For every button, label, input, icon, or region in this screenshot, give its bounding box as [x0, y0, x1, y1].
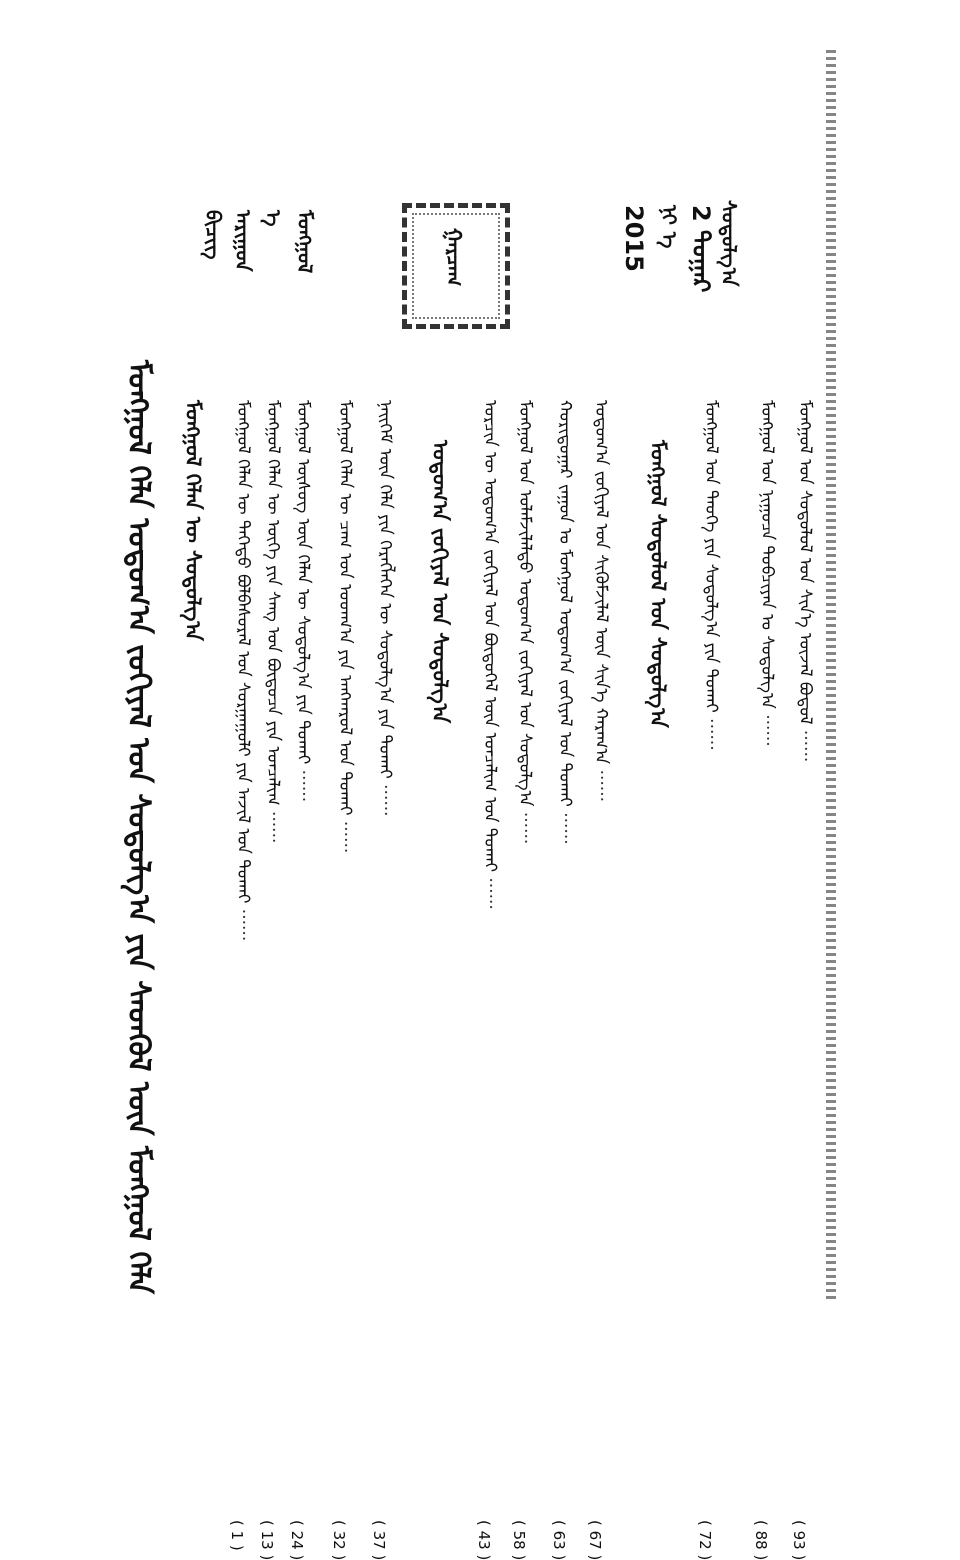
toc-entry[interactable]	[228, 400, 258, 1551]
meta-line-3: ᠠᠷᠢᠭᠤᠨ	[231, 210, 255, 272]
leader-dots: ······	[757, 708, 777, 747]
leader-dots: ······	[480, 871, 500, 910]
toc-entry-text: ᠮᠣᠩᠭᠣᠯ ᠬᠡᠯᠡᠨ ᠦ ᠳᠡᠭᠡᠳᠦ ᠪᠣᠯᠪᠠᠰᠤᠷᠠᠯ ᠤᠨ ᠰᠤᠷᠭᠠᠭᠤᠯᠢ ᠶᠢᠨ ᠠᠵᠢᠯ ᠤᠨ ᠲᠤᠬᠠᠢ	[233, 400, 253, 904]
section-title: ᠤᠲᠤᠬ᠎ᠠ ᠵᠣᠬᠢᠶᠠᠯ ᠤᠨ ᠰᠤᠳᠤᠯᠭ᠎ᠠ	[428, 440, 453, 724]
toc-entry[interactable]	[752, 400, 782, 1560]
toc-entry[interactable]	[550, 400, 580, 1560]
toc-entry-text: ᠮᠣᠩᠭᠣᠯ ᠦᠰᠦᠭ ᠦᠨ ᠬᠡᠯᠡᠨ ᠦ ᠰᠤᠳᠤᠯᠭ᠎ᠠ ᠶᠢᠨ ᠲᠤᠬᠠᠢ	[293, 400, 313, 765]
toc-entry-page: ( 43 )	[475, 1520, 493, 1560]
leader-dots: ······	[591, 764, 611, 802]
leader-dots: ······	[233, 903, 253, 942]
issue-word: ᠨᠢ ᠡ	[657, 205, 681, 249]
leader-dots: ······	[515, 806, 535, 845]
leader-dots: ······	[263, 805, 283, 844]
toc-entry-text: ᠤᠲᠤᠬ᠎ᠠ ᠵᠣᠬᠢᠶᠠᠯ ᠤᠨ ᠰᠢᠭᠦᠮᠵᠢᠯᠡᠯ ᠦᠨ ᠰᠢᠨ᠎ᠡ ᠬᠠᠷᠠᠭ᠎ᠠ	[591, 400, 611, 765]
section-title: ᠮᠣᠩᠭᠣᠯ ᠬᠡᠯᠡᠨ ᠦ ᠰᠤᠳᠤᠯᠭ᠎ᠠ	[181, 400, 206, 641]
toc-entry[interactable]	[330, 400, 360, 1560]
toc-entry-page: ( 63 )	[550, 1520, 568, 1560]
toc-entry-text: ᠮᠣᠩᠭᠣᠯ ᠬᠡᠯᠡᠨ ᠦ ᠴᠠᠭ ᠤᠨ ᠤᠳᠬ᠎ᠠ ᠶᠢᠨ ᠠᠩᠬᠠᠷᠤᠯ ᠤᠨ ᠲᠤᠬᠠᠢ	[335, 400, 355, 816]
journal-label: ᠰᠤᠳᠤᠯᠭ᠎ᠠ	[717, 200, 741, 287]
toc-entry-page: ( 93 )	[790, 1520, 808, 1560]
leader-dots: ······	[375, 778, 395, 817]
toc-entry-page: ( 13 )	[258, 1520, 276, 1560]
issue-number: 2 ᠳᠤᠭᠠᠷ	[687, 205, 715, 293]
toc-entry-text: ᠮᠣᠩᠭᠣᠯ ᠤᠨ ᠲᠡᠦᠬᠡ ᠶᠢᠨ ᠰᠤᠳᠤᠯᠭ᠎ᠠ ᠶᠢᠨ ᠲᠤᠬᠠᠢ	[701, 400, 721, 713]
dotted-divider	[826, 50, 836, 1300]
meta-line-2: ᠡ	[261, 210, 285, 227]
section-title: ᠮᠣᠩᠭᠣᠯ ᠰᠤᠳᠤᠯᠤᠯ ᠤᠨ ᠰᠤᠳᠤᠯᠭ᠎ᠠ	[646, 440, 671, 728]
toc-entry-page: ( 67 )	[586, 1520, 604, 1560]
leader-dots: ······	[701, 712, 721, 751]
toc-entry[interactable]	[510, 400, 540, 1560]
toc-entry[interactable]	[696, 400, 726, 1560]
leader-dots: ······	[555, 806, 575, 845]
toc-entry-text: ᠮᠣᠩᠭᠣᠯ ᠤᠨ ᠨᠢᠭᠤᠴᠠ ᠲᠣᠪᠴᠢᠶᠠᠨ ᠤ ᠰᠤᠳᠤᠯᠭ᠎ᠠ	[757, 400, 777, 709]
meta-line-4: ᠪᠢᠴᠢᠭ	[201, 210, 225, 260]
meta-line-1: ᠮᠣᠩᠭᠣᠯ	[293, 210, 317, 274]
leader-dots: ······	[293, 764, 313, 803]
toc-entry[interactable]	[586, 400, 616, 1560]
toc-entry[interactable]	[790, 400, 820, 1560]
toc-entry-text: ᠬᠣᠷᠢᠳᠤᠭᠠᠷ ᠵᠠᠭᠤᠨ ᠤ ᠮᠣᠩᠭᠣᠯ ᠤᠲᠤᠬ᠎ᠠ ᠵᠣᠬᠢᠶᠠᠯ ᠤᠨ ᠲᠤᠬᠠᠢ	[555, 400, 575, 807]
toc-entry-text: ᠮᠣᠩᠭᠣᠯ ᠤᠨ ᠤᠯᠠᠮᠵᠢᠯᠠᠯᠲᠤ ᠤᠲᠤᠬ᠎ᠠ ᠵᠣᠬᠢᠶᠠᠯ ᠤᠨ ᠰᠤᠳᠤᠯᠭ᠎ᠠ	[515, 400, 535, 807]
issue-year: 2015	[620, 205, 648, 272]
toc-entry[interactable]	[258, 400, 288, 1560]
contents-stamp	[402, 203, 510, 329]
toc-entry-page: ( 32 )	[330, 1520, 348, 1560]
toc-entry-text: ᠮᠣᠩᠭᠣᠯ ᠤᠨ ᠰᠤᠳᠤᠯᠤᠯ ᠤᠨ ᠰᠢᠨ᠎ᠡ ᠦᠵᠡᠯ ᠪᠣᠳᠤᠯ	[795, 400, 815, 725]
toc-entry-page: ( 72 )	[696, 1520, 714, 1560]
toc-entry[interactable]	[475, 400, 505, 1560]
toc-entry-page: ( 24 )	[288, 1520, 306, 1560]
toc-entry-text: ᠮᠣᠩᠭᠣᠯ ᠬᠡᠯᠡᠨ ᠦ ᠦᠭᠡ ᠶᠢᠨ ᠰᠠᠩ ᠤᠨ ᠪᠦᠲᠦᠴᠡ ᠶᠢᠨ ᠣᠨᠴᠠᠯᠢᠭ	[263, 400, 283, 806]
toc-entry-page: ( 88 )	[752, 1520, 770, 1560]
toc-entry-page: ( 1 )	[228, 1520, 246, 1551]
toc-entry-text: ᠣᠷᠴᠢᠨ ᠦ ᠤᠲᠤᠬ᠎ᠠ ᠵᠣᠬᠢᠶᠠᠯ ᠤᠨ ᠪᠦᠲᠦᠭᠡᠯ ᠦᠨ ᠣᠨᠴᠠᠯᠢᠭ ᠤᠨ ᠲᠤᠬᠠᠢ	[480, 400, 500, 872]
toc-entry[interactable]	[288, 400, 318, 1560]
toc-entry-text: ᠨᠡᠢᠭᠡᠮ ᠦᠨ ᠬᠡᠯᠡ ᠶᠢᠨ ᠬᠡᠷᠡᠭᠯᠡᠭᠡᠨ ᠦ ᠰᠤᠳᠤᠯᠭ᠎ᠠ ᠶᠢᠨ ᠲᠤᠬᠠᠢ	[375, 400, 395, 779]
toc-entry-page: ( 37 )	[370, 1520, 388, 1560]
leader-dots: ······	[335, 815, 355, 854]
journal-title: ᠮᠣᠩᠭᠣᠯ ᠬᠡᠯᠡ ᠤᠲᠤᠬ᠎ᠠ ᠵᠣᠬᠢᠶᠠᠯ ᠤᠨ ᠰᠤᠳᠤᠯᠭ᠎ᠠ ᠶᠢᠨ ᠰᠡᠳᠬᠦᠯ ᠦᠨ ᠮᠣᠩᠭᠣᠯ ᠬᠡᠯᠡ	[121, 360, 156, 1295]
leader-dots: ······	[795, 724, 815, 763]
toc-entry[interactable]	[370, 400, 400, 1560]
toc-entry-page: ( 58 )	[510, 1520, 528, 1560]
stamp-label: ᠭᠠᠷᠴᠠᠭ	[442, 228, 466, 287]
